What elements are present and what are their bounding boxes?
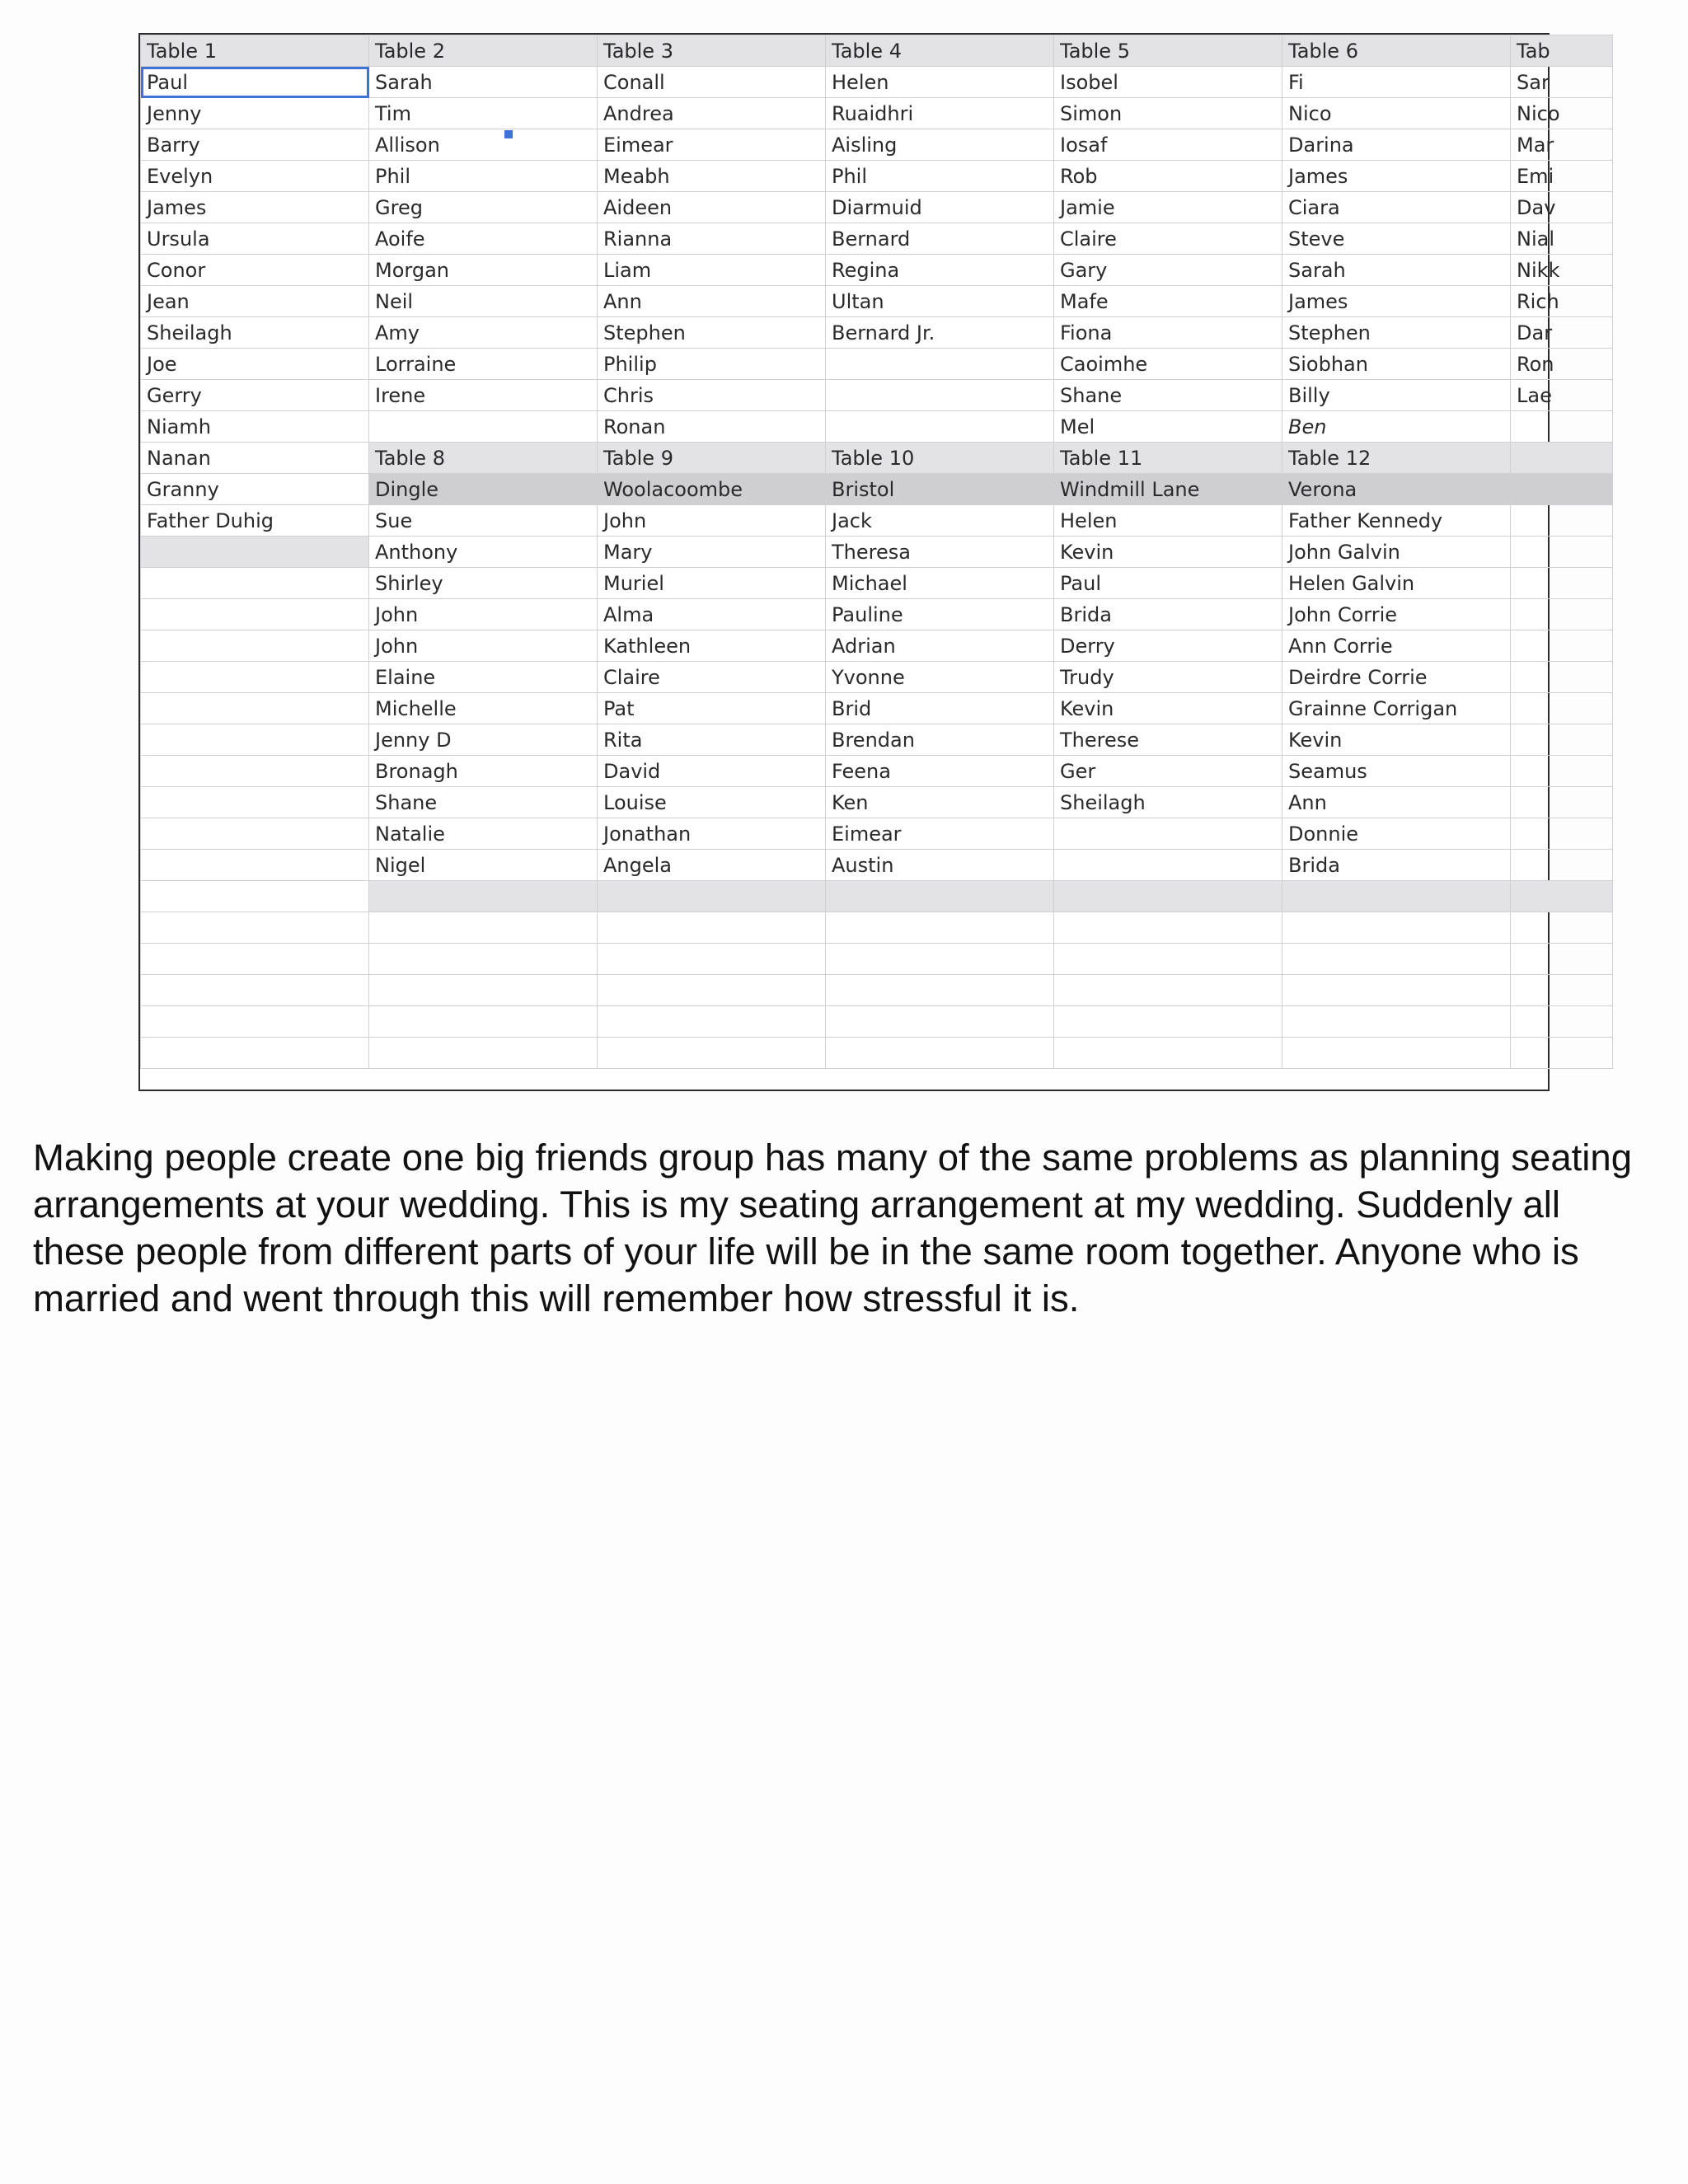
sheet-cell[interactable] bbox=[141, 1006, 369, 1038]
sheet-row bbox=[141, 474, 1613, 505]
sheet-cell[interactable]: Eimear bbox=[598, 129, 826, 161]
sheet-cell[interactable] bbox=[1511, 568, 1613, 599]
selection-fill-handle[interactable] bbox=[504, 130, 513, 138]
sheet-cell[interactable]: Seamus bbox=[1282, 756, 1511, 787]
sheet-cell[interactable]: Mar bbox=[1511, 129, 1613, 161]
sheet-cell[interactable]: Greg bbox=[369, 192, 598, 223]
sheet-cell[interactable]: Louise bbox=[598, 787, 826, 818]
sheet-row bbox=[141, 568, 1613, 599]
sheet-cell[interactable]: Ann Corrie bbox=[1282, 630, 1511, 662]
sheet-cell[interactable] bbox=[598, 881, 826, 912]
sheet-cell[interactable]: Neil bbox=[369, 286, 598, 317]
sheet-cell[interactable]: Shane bbox=[1054, 380, 1282, 411]
sheet-cell[interactable]: Morgan bbox=[369, 255, 598, 286]
sheet-row bbox=[141, 98, 1613, 129]
sheet-cell[interactable]: Irene bbox=[369, 380, 598, 411]
sheet-cell[interactable] bbox=[141, 881, 369, 912]
seating-spreadsheet bbox=[138, 33, 1560, 1091]
sheet-cell[interactable]: Table 11 bbox=[1054, 443, 1282, 474]
sheet-cell[interactable]: Mel bbox=[1054, 411, 1282, 443]
sheet-cell[interactable]: Nanan bbox=[141, 443, 369, 474]
sheet-row bbox=[141, 1006, 1613, 1038]
sheet-cell[interactable]: Lorraine bbox=[369, 349, 598, 380]
sheet-cell[interactable]: Table 5 bbox=[1054, 35, 1282, 67]
sheet-cell[interactable] bbox=[1511, 724, 1613, 756]
sheet-cell[interactable] bbox=[369, 944, 598, 975]
sheet-cell[interactable]: Verona bbox=[1282, 474, 1511, 505]
sheet-cell[interactable]: Ron bbox=[1511, 349, 1613, 380]
sheet-row bbox=[141, 756, 1613, 787]
sheet-cell[interactable]: Meabh bbox=[598, 161, 826, 192]
sheet-row bbox=[141, 223, 1613, 255]
sheet-cell[interactable] bbox=[369, 912, 598, 944]
sheet-cell[interactable]: Niamh bbox=[141, 411, 369, 443]
sheet-cell[interactable]: Brendan bbox=[826, 724, 1054, 756]
sheet-cell[interactable] bbox=[826, 944, 1054, 975]
sheet-cell[interactable] bbox=[826, 349, 1054, 380]
sheet-cell[interactable]: Kevin bbox=[1054, 537, 1282, 568]
sheet-cell[interactable]: Table 8 bbox=[369, 443, 598, 474]
sheet-cell[interactable]: Emi bbox=[1511, 161, 1613, 192]
sheet-cell[interactable]: Jonathan bbox=[598, 818, 826, 850]
sheet-cell[interactable]: Ronan bbox=[598, 411, 826, 443]
sheet-cell[interactable]: Grainne Corrigan bbox=[1282, 693, 1511, 724]
sheet-cell[interactable]: Claire bbox=[598, 662, 826, 693]
sheet-cell[interactable]: Brida bbox=[1054, 599, 1282, 630]
sheet-cell[interactable]: Ciara bbox=[1282, 192, 1511, 223]
sheet-cell[interactable]: Yvonne bbox=[826, 662, 1054, 693]
sheet-cell[interactable]: Table 12 bbox=[1282, 443, 1511, 474]
sheet-cell[interactable]: Therese bbox=[1054, 724, 1282, 756]
sheet-cell[interactable] bbox=[598, 944, 826, 975]
sheet-cell[interactable] bbox=[141, 662, 369, 693]
sheet-cell[interactable]: Dar bbox=[1511, 317, 1613, 349]
sheet-cell[interactable] bbox=[826, 975, 1054, 1006]
sheet-cell[interactable] bbox=[1054, 1006, 1282, 1038]
sheet-cell[interactable] bbox=[1511, 975, 1613, 1006]
sheet-row bbox=[141, 818, 1613, 850]
sheet-cell[interactable] bbox=[1054, 850, 1282, 881]
sheet-row bbox=[141, 693, 1613, 724]
sheet-cell[interactable]: Helen bbox=[1054, 505, 1282, 537]
sheet-cell[interactable]: Caoimhe bbox=[1054, 349, 1282, 380]
sheet-row bbox=[141, 724, 1613, 756]
sheet-cell[interactable]: Rich bbox=[1511, 286, 1613, 317]
sheet-cell[interactable]: Steve bbox=[1282, 223, 1511, 255]
sheet-cell[interactable]: Ruaidhri bbox=[826, 98, 1054, 129]
sheet-cell[interactable] bbox=[1054, 944, 1282, 975]
sheet-cell[interactable] bbox=[1511, 599, 1613, 630]
sheet-cell[interactable]: Austin bbox=[826, 850, 1054, 881]
sheet-cell[interactable]: Isobel bbox=[1054, 67, 1282, 98]
sheet-cell[interactable]: Pauline bbox=[826, 599, 1054, 630]
sheet-cell[interactable]: Theresa bbox=[826, 537, 1054, 568]
sheet-cell[interactable]: John Galvin bbox=[1282, 537, 1511, 568]
sheet-cell[interactable]: Barry bbox=[141, 129, 369, 161]
sheet-cell[interactable]: John bbox=[369, 599, 598, 630]
sheet-cell[interactable]: Bernard bbox=[826, 223, 1054, 255]
sheet-cell[interactable]: Fiona bbox=[1054, 317, 1282, 349]
sheet-cell[interactable]: Siobhan bbox=[1282, 349, 1511, 380]
sheet-cell[interactable] bbox=[1511, 693, 1613, 724]
sheet-cell[interactable]: James bbox=[141, 192, 369, 223]
sheet-cell[interactable] bbox=[826, 881, 1054, 912]
sheet-row bbox=[141, 380, 1613, 411]
sheet-cell[interactable]: Paul bbox=[141, 67, 369, 98]
sheet-cell[interactable]: Father Kennedy bbox=[1282, 505, 1511, 537]
sheet-cell[interactable]: Joe bbox=[141, 349, 369, 380]
sheet-cell[interactable]: Iosaf bbox=[1054, 129, 1282, 161]
sheet-cell[interactable]: Brid bbox=[826, 693, 1054, 724]
sheet-cell[interactable] bbox=[1511, 411, 1613, 443]
sheet-cell[interactable] bbox=[598, 1038, 826, 1069]
sheet-cell[interactable] bbox=[1282, 881, 1511, 912]
sheet-cell[interactable]: Feena bbox=[826, 756, 1054, 787]
sheet-row bbox=[141, 35, 1613, 67]
sheet-cell[interactable]: Mary bbox=[598, 537, 826, 568]
sheet-cell[interactable]: Table 10 bbox=[826, 443, 1054, 474]
sheet-cell[interactable]: Gary bbox=[1054, 255, 1282, 286]
seating-grid bbox=[140, 35, 1613, 1069]
sheet-row bbox=[141, 787, 1613, 818]
sheet-cell[interactable]: John bbox=[598, 505, 826, 537]
sheet-cell[interactable] bbox=[1511, 881, 1613, 912]
sheet-cell[interactable] bbox=[141, 724, 369, 756]
sheet-cell[interactable]: John Corrie bbox=[1282, 599, 1511, 630]
sheet-cell[interactable]: Michelle bbox=[369, 693, 598, 724]
sheet-cell[interactable]: Jamie bbox=[1054, 192, 1282, 223]
sheet-cell[interactable] bbox=[1511, 944, 1613, 975]
sheet-row bbox=[141, 192, 1613, 223]
sheet-cell[interactable]: Shirley bbox=[369, 568, 598, 599]
sheet-cell[interactable]: Sheilagh bbox=[141, 317, 369, 349]
sheet-cell[interactable]: Windmill Lane bbox=[1054, 474, 1282, 505]
sheet-cell[interactable]: John bbox=[369, 630, 598, 662]
sheet-cell[interactable]: Phil bbox=[369, 161, 598, 192]
sheet-row bbox=[141, 349, 1613, 380]
sheet-cell[interactable]: Muriel bbox=[598, 568, 826, 599]
sheet-cell[interactable] bbox=[1054, 912, 1282, 944]
sheet-cell[interactable]: Tim bbox=[369, 98, 598, 129]
sheet-cell[interactable]: Billy bbox=[1282, 380, 1511, 411]
sheet-cell[interactable] bbox=[1511, 818, 1613, 850]
sheet-cell[interactable] bbox=[1511, 505, 1613, 537]
sheet-cell[interactable]: Sar bbox=[1511, 67, 1613, 98]
sheet-row bbox=[141, 317, 1613, 349]
sheet-cell[interactable] bbox=[1511, 630, 1613, 662]
sheet-cell[interactable]: Evelyn bbox=[141, 161, 369, 192]
sheet-cell[interactable]: Bristol bbox=[826, 474, 1054, 505]
sheet-cell[interactable]: Fi bbox=[1282, 67, 1511, 98]
sheet-cell[interactable]: Brida bbox=[1282, 850, 1511, 881]
sheet-cell[interactable]: Dingle bbox=[369, 474, 598, 505]
sheet-cell[interactable] bbox=[1282, 975, 1511, 1006]
sheet-cell[interactable] bbox=[141, 944, 369, 975]
sheet-cell[interactable] bbox=[141, 912, 369, 944]
sheet-cell[interactable] bbox=[1282, 1038, 1511, 1069]
sheet-cell[interactable] bbox=[826, 380, 1054, 411]
sheet-cell[interactable]: Trudy bbox=[1054, 662, 1282, 693]
sheet-cell[interactable]: Amy bbox=[369, 317, 598, 349]
sheet-cell[interactable]: Phil bbox=[826, 161, 1054, 192]
sheet-cell[interactable] bbox=[1511, 443, 1613, 474]
sheet-row bbox=[141, 881, 1613, 912]
sheet-cell[interactable]: Elaine bbox=[369, 662, 598, 693]
sheet-cell[interactable]: Diarmuid bbox=[826, 192, 1054, 223]
sheet-cell[interactable]: Jean bbox=[141, 286, 369, 317]
sheet-cell[interactable] bbox=[826, 1006, 1054, 1038]
sheet-cell[interactable] bbox=[826, 912, 1054, 944]
sheet-cell[interactable]: Philip bbox=[598, 349, 826, 380]
sheet-cell[interactable] bbox=[141, 787, 369, 818]
sheet-cell[interactable]: Angela bbox=[598, 850, 826, 881]
sheet-cell[interactable]: James bbox=[1282, 286, 1511, 317]
sheet-row bbox=[141, 1038, 1613, 1069]
sheet-cell[interactable]: Aideen bbox=[598, 192, 826, 223]
sheet-cell[interactable]: Conall bbox=[598, 67, 826, 98]
sheet-row bbox=[141, 537, 1613, 568]
sheet-cell[interactable] bbox=[141, 693, 369, 724]
sheet-cell[interactable]: Ben bbox=[1282, 411, 1511, 443]
sheet-cell[interactable]: Sheilagh bbox=[1054, 787, 1282, 818]
sheet-cell[interactable] bbox=[1511, 756, 1613, 787]
sheet-cell[interactable]: Chris bbox=[598, 380, 826, 411]
sheet-row bbox=[141, 286, 1613, 317]
sheet-row bbox=[141, 630, 1613, 662]
caption-text: Making people create one big friends group has many of the same problems as planning seating arrangements at your wedding. This is my seating arrangement at my wedding. Suddenly all these people from different parts of your life will be in the same room together. Anyone who is married and went through this will remember how stressful it is. bbox=[33, 1137, 1632, 1319]
sheet-row bbox=[141, 912, 1613, 944]
sheet-cell[interactable] bbox=[141, 818, 369, 850]
sheet-cell[interactable]: Sue bbox=[369, 505, 598, 537]
sheet-cell[interactable]: Rob bbox=[1054, 161, 1282, 192]
sheet-cell[interactable]: Shane bbox=[369, 787, 598, 818]
sheet-cell[interactable] bbox=[141, 1038, 369, 1069]
sheet-cell[interactable]: Jenny bbox=[141, 98, 369, 129]
sheet-cell[interactable] bbox=[1511, 787, 1613, 818]
sheet-row bbox=[141, 129, 1613, 161]
sheet-cell[interactable]: Dav bbox=[1511, 192, 1613, 223]
sheet-cell[interactable]: Granny bbox=[141, 474, 369, 505]
sheet-cell[interactable]: Table 1 bbox=[141, 35, 369, 67]
sheet-cell[interactable]: Table 3 bbox=[598, 35, 826, 67]
sheet-cell[interactable] bbox=[1511, 662, 1613, 693]
sheet-cell[interactable]: Alma bbox=[598, 599, 826, 630]
sheet-cell[interactable] bbox=[1511, 537, 1613, 568]
sheet-cell[interactable]: Claire bbox=[1054, 223, 1282, 255]
sheet-row bbox=[141, 443, 1613, 474]
sheet-cell[interactable] bbox=[1282, 944, 1511, 975]
sheet-cell[interactable] bbox=[1511, 1038, 1613, 1069]
sheet-cell[interactable]: Gerry bbox=[141, 380, 369, 411]
sheet-cell[interactable]: Table 6 bbox=[1282, 35, 1511, 67]
sheet-cell[interactable]: Nikk bbox=[1511, 255, 1613, 286]
sheet-cell[interactable]: Derry bbox=[1054, 630, 1282, 662]
sheet-cell[interactable]: Table 4 bbox=[826, 35, 1054, 67]
sheet-cell[interactable]: Aisling bbox=[826, 129, 1054, 161]
sheet-cell[interactable] bbox=[369, 975, 598, 1006]
sheet-cell[interactable]: Ken bbox=[826, 787, 1054, 818]
sheet-cell[interactable] bbox=[141, 537, 369, 568]
sheet-cell[interactable]: Allison bbox=[369, 129, 598, 161]
sheet-cell[interactable]: Eimear bbox=[826, 818, 1054, 850]
sheet-cell[interactable] bbox=[369, 411, 598, 443]
sheet-row bbox=[141, 975, 1613, 1006]
sheet-cell[interactable]: Deirdre Corrie bbox=[1282, 662, 1511, 693]
sheet-cell[interactable]: Nico bbox=[1282, 98, 1511, 129]
sheet-cell[interactable] bbox=[1511, 912, 1613, 944]
sheet-cell[interactable] bbox=[1511, 474, 1613, 505]
sheet-cell[interactable] bbox=[369, 881, 598, 912]
sheet-cell[interactable]: Ann bbox=[1282, 787, 1511, 818]
sheet-cell[interactable] bbox=[369, 1006, 598, 1038]
sheet-cell[interactable]: Pat bbox=[598, 693, 826, 724]
sheet-cell[interactable]: Kathleen bbox=[598, 630, 826, 662]
sheet-cell[interactable]: Michael bbox=[826, 568, 1054, 599]
sheet-row bbox=[141, 599, 1613, 630]
sheet-cell[interactable]: Table 9 bbox=[598, 443, 826, 474]
sheet-row bbox=[141, 411, 1613, 443]
sheet-cell[interactable]: Ger bbox=[1054, 756, 1282, 787]
sheet-cell[interactable]: Rita bbox=[598, 724, 826, 756]
sheet-cell[interactable] bbox=[598, 1006, 826, 1038]
sheet-cell[interactable]: Anthony bbox=[369, 537, 598, 568]
sheet-row bbox=[141, 662, 1613, 693]
sheet-cell[interactable] bbox=[1511, 850, 1613, 881]
sheet-cell[interactable] bbox=[141, 850, 369, 881]
sheet-cell[interactable]: Nigel bbox=[369, 850, 598, 881]
sheet-cell[interactable] bbox=[141, 630, 369, 662]
sheet-row bbox=[141, 944, 1613, 975]
sheet-row bbox=[141, 161, 1613, 192]
sheet-cell[interactable]: James bbox=[1282, 161, 1511, 192]
sheet-cell[interactable]: Stephen bbox=[1282, 317, 1511, 349]
sheet-cell[interactable]: Sarah bbox=[369, 67, 598, 98]
sheet-cell[interactable] bbox=[141, 975, 369, 1006]
sheet-cell[interactable]: Nial bbox=[1511, 223, 1613, 255]
sheet-row bbox=[141, 255, 1613, 286]
sheet-cell[interactable]: Woolacoombe bbox=[598, 474, 826, 505]
sheet-cell[interactable]: Bernard Jr. bbox=[826, 317, 1054, 349]
sheet-cell[interactable]: Natalie bbox=[369, 818, 598, 850]
sheet-cell[interactable] bbox=[1054, 1038, 1282, 1069]
sheet-cell[interactable] bbox=[826, 411, 1054, 443]
sheet-cell[interactable]: Regina bbox=[826, 255, 1054, 286]
sheet-cell[interactable]: Liam bbox=[598, 255, 826, 286]
sheet-cell[interactable]: Paul bbox=[1054, 568, 1282, 599]
sheet-cell[interactable] bbox=[826, 1038, 1054, 1069]
sheet-cell[interactable] bbox=[141, 599, 369, 630]
sheet-cell[interactable] bbox=[141, 756, 369, 787]
sheet-cell[interactable]: Father Duhig bbox=[141, 505, 369, 537]
sheet-cell[interactable]: Kevin bbox=[1054, 693, 1282, 724]
sheet-cell[interactable] bbox=[1511, 1006, 1613, 1038]
sheet-row bbox=[141, 850, 1613, 881]
sheet-cell[interactable] bbox=[369, 1038, 598, 1069]
sheet-cell[interactable]: Aoife bbox=[369, 223, 598, 255]
sheet-cell[interactable] bbox=[141, 568, 369, 599]
sheet-cell[interactable]: Mafe bbox=[1054, 286, 1282, 317]
sheet-cell[interactable]: Stephen bbox=[598, 317, 826, 349]
sheet-cell[interactable]: Ann bbox=[598, 286, 826, 317]
sheet-cell[interactable]: Simon bbox=[1054, 98, 1282, 129]
sheet-cell[interactable]: David bbox=[598, 756, 826, 787]
sheet-cell[interactable]: Bronagh bbox=[369, 756, 598, 787]
sheet-cell[interactable]: Conor bbox=[141, 255, 369, 286]
sheet-cell[interactable]: Sarah bbox=[1282, 255, 1511, 286]
sheet-cell[interactable] bbox=[598, 975, 826, 1006]
sheet-row bbox=[141, 67, 1613, 98]
sheet-cell[interactable] bbox=[598, 912, 826, 944]
sheet-cell[interactable]: Ursula bbox=[141, 223, 369, 255]
sheet-cell[interactable] bbox=[1054, 975, 1282, 1006]
sheet-cell[interactable]: Table 2 bbox=[369, 35, 598, 67]
sheet-row bbox=[141, 505, 1613, 537]
sheet-cell[interactable]: Tab bbox=[1511, 35, 1613, 67]
sheet-cell[interactable]: Darina bbox=[1282, 129, 1511, 161]
sheet-cell[interactable]: Helen Galvin bbox=[1282, 568, 1511, 599]
sheet-cell[interactable] bbox=[1282, 1006, 1511, 1038]
sheet-cell[interactable]: Jenny D bbox=[369, 724, 598, 756]
sheet-cell[interactable]: Donnie bbox=[1282, 818, 1511, 850]
sheet-cell[interactable]: Kevin bbox=[1282, 724, 1511, 756]
sheet-cell[interactable]: Lae bbox=[1511, 380, 1613, 411]
sheet-cell[interactable]: Adrian bbox=[826, 630, 1054, 662]
sheet-cell[interactable]: Andrea bbox=[598, 98, 826, 129]
sheet-cell[interactable]: Nico bbox=[1511, 98, 1613, 129]
sheet-cell[interactable]: Ultan bbox=[826, 286, 1054, 317]
sheet-cell[interactable]: Rianna bbox=[598, 223, 826, 255]
sheet-cell[interactable] bbox=[1054, 818, 1282, 850]
sheet-cell[interactable] bbox=[1282, 912, 1511, 944]
sheet-cell[interactable]: Helen bbox=[826, 67, 1054, 98]
sheet-cell[interactable]: Jack bbox=[826, 505, 1054, 537]
sheet-cell[interactable] bbox=[1054, 881, 1282, 912]
